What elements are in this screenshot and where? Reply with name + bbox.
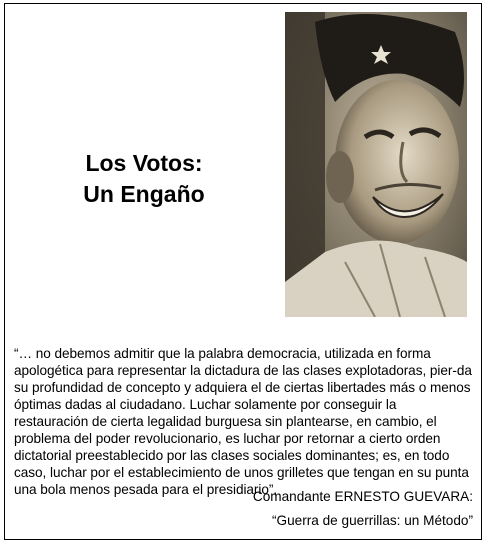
portrait-illustration: [285, 12, 467, 317]
quote-text: “… no debemos admitir que la palabra democracia, utilizada en forma apologética para representar la dictadura de las clases explotadoras, pier-da su profundidad de concepto y adquiera el de ciertas libertades más o menos óptimas dadas al ciudadano. Luchar solamente por conseguir la restauración de cierta legalidad burguesa sin plantearse, en cambio, el problema del poder revolucionario, es luchar por retornar a cierto orden dictatorial preestablecido por las clases sociales dominantes; es, en todo caso, luchar por el establecimiento de unos grilletes que tengan en su punta una bola menos pesada para el presidiario”.: [14, 346, 472, 497]
quote-source: “Guerra de guerrillas: un Método”: [272, 513, 473, 528]
title-line-1: Los Votos:: [85, 150, 203, 176]
quote-author: Comandante ERNESTO GUEVARA:: [252, 489, 473, 504]
title-line-2: Un Engaño: [83, 181, 205, 207]
portrait-photo: [285, 12, 467, 317]
poster-title: [34, 148, 254, 210]
